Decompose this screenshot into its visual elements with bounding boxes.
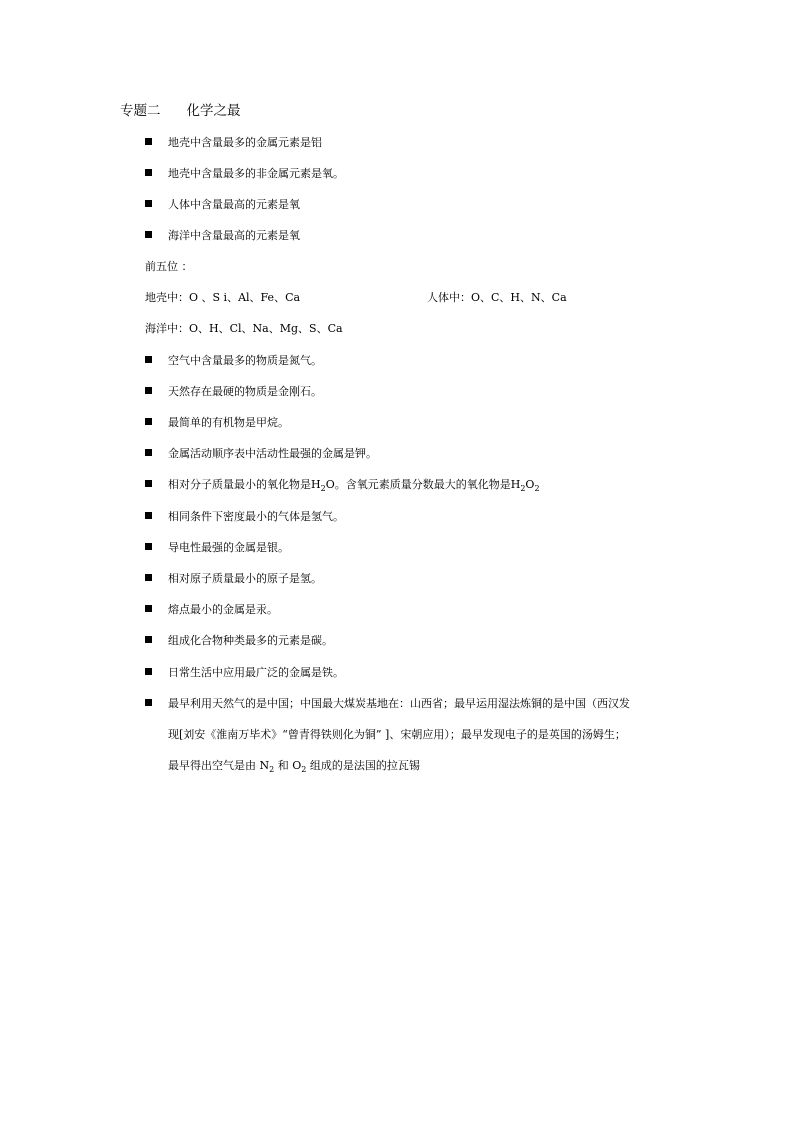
list-item-text: 最简单的有机物是甲烷。 <box>168 416 289 429</box>
list-item <box>145 165 344 183</box>
list-item-text: 海洋中含量最高的元素是氧 <box>168 229 300 242</box>
list-item-oxide <box>145 476 540 494</box>
list-item-text: 组成化合物种类最多的元素是碳。 <box>168 634 333 647</box>
list-item-text: 日常生活中应用最广泛的金属是铁。 <box>168 666 344 679</box>
history-line-3-a: 最早得出空气是由 N <box>168 759 270 772</box>
top-five-heading: 前五位 ： <box>145 260 193 273</box>
list-item <box>145 632 333 650</box>
list-item-text: 相对原子质量最小的原子是氢。 <box>168 572 322 585</box>
square-bullet-icon <box>145 605 152 612</box>
page-title <box>120 101 241 121</box>
list-item-text: 导电性最强的金属是银。 <box>168 541 289 554</box>
square-bullet-icon <box>145 699 152 706</box>
list-item <box>145 196 300 214</box>
square-bullet-icon <box>145 418 152 425</box>
oxide-text-a: 相对分子质量最小的氧化物是H <box>168 478 321 491</box>
list-item-text: 天然存在最硬的物质是金刚石。 <box>168 385 322 398</box>
list-item <box>145 227 300 245</box>
list-item-text: 金属活动顺序表中活动性最强的金属是钾。 <box>168 447 377 460</box>
history-line-1: 最早利用天然气的是中国；中国最大煤炭基地在：山西省；最早运用湿法炼铜的是中国（西汉发 <box>168 697 630 710</box>
top-five-ocean: 海洋中：O、H、Cl、Na、Mg、S、Ca <box>145 322 343 335</box>
top-five-body: 人体中：O、C、H、N、Ca <box>427 291 567 304</box>
list-item-text: 空气中含量最多的物质是氮气。 <box>168 354 322 367</box>
square-bullet-icon <box>145 138 152 145</box>
history-line-2: 现[刘安《淮南万毕术》“曾青得铁则化为铜” ]、宋朝应用）；最早发现电子的是英国的汤姆生； <box>168 728 626 741</box>
list-item <box>145 352 322 370</box>
history-line-3 <box>168 757 420 775</box>
subscript: 2 <box>520 484 526 494</box>
square-bullet-icon <box>145 480 152 487</box>
oxide-text-b: O。含氧元素质量分数最大的氧化物是H <box>325 478 521 491</box>
square-bullet-icon <box>145 574 152 581</box>
square-bullet-icon <box>145 169 152 176</box>
list-item <box>145 539 289 557</box>
subscript: 2 <box>269 765 275 775</box>
list-item-history <box>145 695 630 713</box>
history-line-3-c: 组成的是法国的拉瓦锡 <box>306 759 420 772</box>
square-bullet-icon <box>145 668 152 675</box>
list-item <box>145 508 344 526</box>
subscript: 2 <box>320 484 326 494</box>
square-bullet-icon <box>145 512 152 519</box>
list-item <box>145 601 278 619</box>
top-five-crust: 地壳中：O 、S i、Al、Fe、Ca <box>145 291 301 304</box>
square-bullet-icon <box>145 636 152 643</box>
subscript: 2 <box>534 484 540 494</box>
list-item-text: 地壳中含量最多的非金属元素是氧。 <box>168 167 344 180</box>
list-item-text: 人体中含量最高的元素是氧 <box>168 198 300 211</box>
title-topic-name: 化学之最 <box>186 103 241 119</box>
oxide-text-c: O <box>525 478 535 491</box>
history-line-3-b: 和 O <box>274 759 302 772</box>
square-bullet-icon <box>145 387 152 394</box>
square-bullet-icon <box>145 356 152 363</box>
list-item-text: 相同条件下密度最小的气体是氢气。 <box>168 510 344 523</box>
list-item-text: 熔点最小的金属是汞。 <box>168 603 278 616</box>
square-bullet-icon <box>145 543 152 550</box>
list-item-text: 地壳中含量最多的金属元素是铝 <box>168 136 322 149</box>
square-bullet-icon <box>145 200 152 207</box>
list-item <box>145 664 344 682</box>
title-topic-number: 专题二 <box>120 103 161 119</box>
list-item <box>145 383 322 401</box>
square-bullet-icon <box>145 449 152 456</box>
square-bullet-icon <box>145 231 152 238</box>
list-item <box>145 570 322 588</box>
list-item <box>145 414 289 432</box>
list-item <box>145 134 322 152</box>
list-item <box>145 445 377 463</box>
subscript: 2 <box>301 765 307 775</box>
